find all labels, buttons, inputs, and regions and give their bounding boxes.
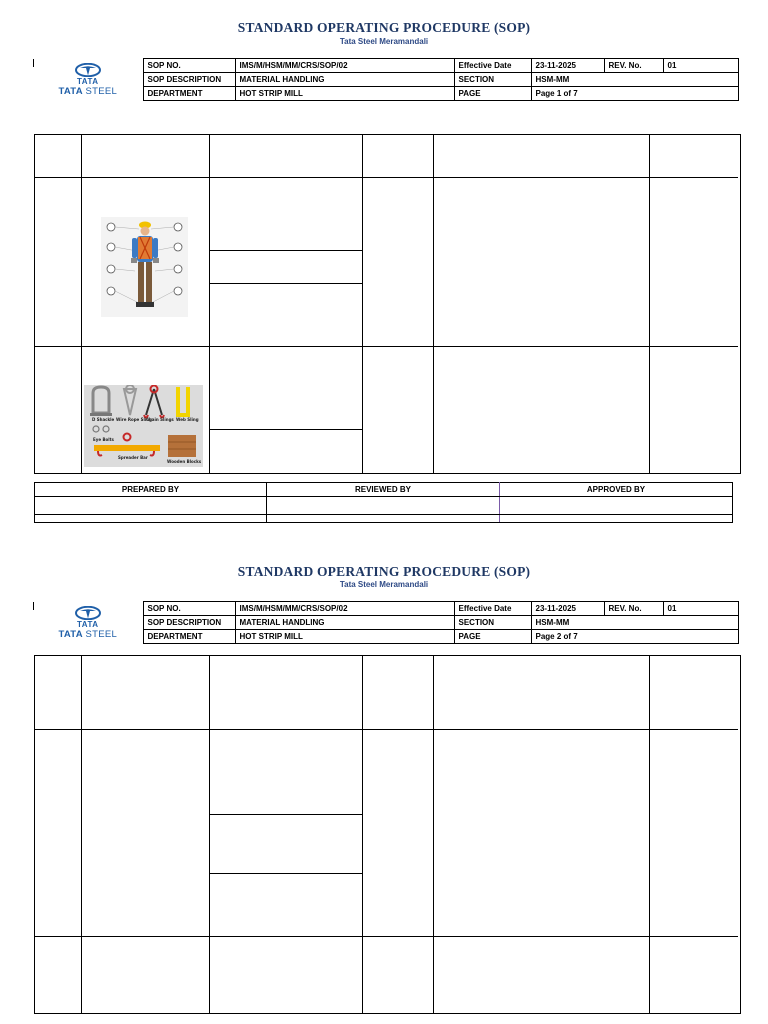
page-label: PAGE (454, 87, 531, 101)
rev-no-label: REV. No. (604, 59, 663, 73)
logo-tata-steel-text: TATA STEEL (58, 628, 118, 640)
effective-date-label: Effective Date (454, 602, 531, 616)
lifting-tools-icon (84, 385, 203, 467)
sop-no-value: IMS/M/HSM/MM/CRS/SOP/02 (235, 59, 454, 73)
department-value: HOT STRIP MILL (235, 87, 454, 101)
rev-no-value: 01 (663, 59, 738, 73)
sop-description-value: MATERIAL HANDLING (235, 616, 454, 630)
effective-date-value: 23-11-2025 (531, 602, 604, 616)
tata-logo-icon (75, 606, 101, 620)
section-value: HSM-MM (531, 616, 738, 630)
lifting-label-wire-rope-sling: Wire Rope Sling (116, 417, 152, 422)
lifting-label-d-shackle: D Shackle (92, 417, 115, 422)
section-label: SECTION (454, 73, 531, 87)
sop-description-label: SOP DESCRIPTION (143, 73, 235, 87)
page-1-header-table (33, 58, 739, 101)
lifting-label-spreader-bar: Spreader Bar (118, 455, 148, 460)
page-1-subtitle: Tata Steel Meramandali (339, 37, 429, 46)
page-1-signature-table (34, 482, 733, 523)
sop-no-value: IMS/M/HSM/MM/CRS/SOP/02 (235, 602, 454, 616)
reviewed-by-label: REVIEWED BY (267, 483, 500, 497)
prepared-by-signature (35, 497, 267, 515)
logo-tata-steel-text: TATA STEEL (58, 85, 118, 97)
tata-steel-logo-page-2 (33, 602, 143, 644)
logo-tata-text: TATA (76, 619, 99, 629)
lifting-label-chain-slings: Chain Slings (146, 417, 174, 422)
page-1-title: STANDARD OPERATING PROCEDURE (SOP) (237, 20, 531, 35)
department-value: HOT STRIP MILL (235, 630, 454, 644)
approved-by-name (500, 515, 733, 523)
approved-by-signature (500, 497, 733, 515)
rev-no-value: 01 (663, 602, 738, 616)
lifting-label-wooden-blocks: Wooden Blocks (167, 459, 202, 464)
reviewed-by-signature (267, 497, 500, 515)
tata-logo-icon (75, 63, 101, 77)
sop-no-label: SOP NO. (143, 59, 235, 73)
effective-date-value: 23-11-2025 (531, 59, 604, 73)
sop-no-label: SOP NO. (143, 602, 235, 616)
section-label: SECTION (454, 616, 531, 630)
section-value: HSM-MM (531, 73, 738, 87)
effective-date-label: Effective Date (454, 59, 531, 73)
approved-by-label: APPROVED BY (500, 483, 733, 497)
ppe-worker-icon (101, 217, 188, 317)
lifting-label-eye-bolts: Eye Bolts (93, 437, 114, 442)
rev-no-label: REV. No. (604, 602, 663, 616)
page-2-header-table (33, 601, 739, 644)
prepared-by-label: PREPARED BY (35, 483, 267, 497)
lifting-tools-illustration (84, 385, 203, 467)
sop-description-value: MATERIAL HANDLING (235, 73, 454, 87)
page-2-subtitle: Tata Steel Meramandali (339, 580, 429, 589)
reviewed-by-name (267, 515, 500, 523)
ppe-worker-illustration (101, 217, 188, 317)
department-label: DEPARTMENT (143, 87, 235, 101)
page-2-title: STANDARD OPERATING PROCEDURE (SOP) (237, 564, 531, 579)
page-2-procedure-grid (34, 655, 741, 1014)
page-value: Page 1 of 7 (531, 87, 738, 101)
logo-tata-text: TATA (76, 76, 99, 86)
tata-steel-logo (33, 59, 143, 101)
page-label: PAGE (454, 630, 531, 644)
page-value: Page 2 of 7 (531, 630, 738, 644)
prepared-by-name (35, 515, 267, 523)
sop-description-label: SOP DESCRIPTION (143, 616, 235, 630)
lifting-label-web-sling: Web Sling (176, 417, 199, 422)
department-label: DEPARTMENT (143, 630, 235, 644)
